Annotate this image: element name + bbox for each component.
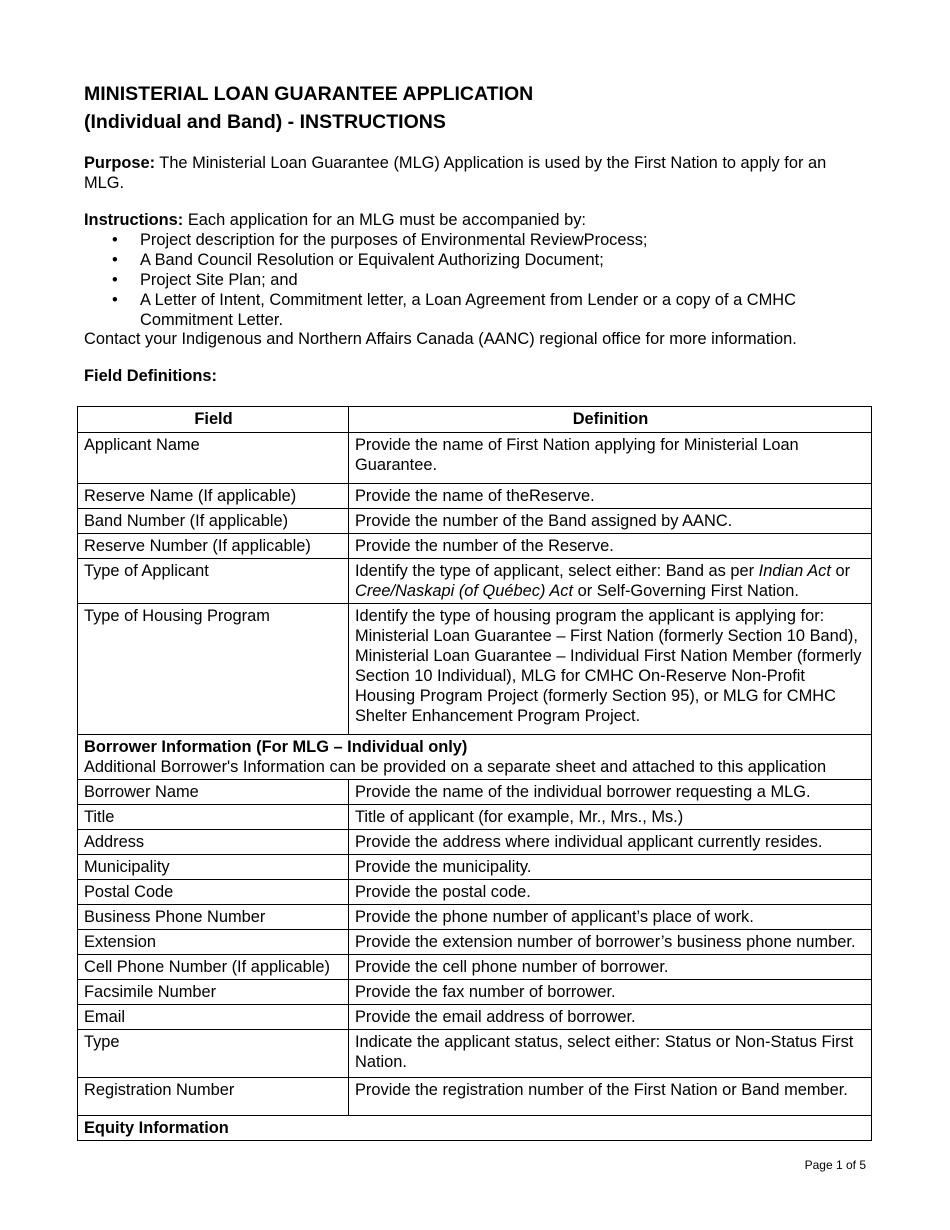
- definition-cell: Provide the municipality.: [349, 855, 872, 880]
- bullet-icon: •: [112, 271, 118, 289]
- instructions-intro: [84, 210, 864, 230]
- section-cell: [78, 735, 872, 780]
- table-row: [78, 484, 872, 509]
- table-row: [78, 855, 872, 880]
- bullet-icon: •: [112, 231, 118, 249]
- field-definitions-table: [77, 406, 872, 1141]
- field-cell: Reserve Number (If applicable): [78, 534, 349, 559]
- definition-cell: Title of applicant (for example, Mr., Mrs., Ms.): [349, 805, 872, 830]
- table-row: [78, 509, 872, 534]
- list-item-text: A Letter of Intent, Commitment letter, a Loan Agreement from Lender or a copy of a CMHC Commitment Letter.: [140, 291, 796, 329]
- definition-cell: Provide the email address of borrower.: [349, 1005, 872, 1030]
- list-item-text: A Band Council Resolution or Equivalent Authorizing Document;: [140, 251, 604, 269]
- document-title-line-1: MINISTERIAL LOAN GUARANTEE APPLICATION: [84, 83, 534, 105]
- list-item-text: Project description for the purposes of Environmental ReviewProcess;: [140, 231, 648, 249]
- field-cell: Address: [78, 830, 349, 855]
- table-row: [78, 1078, 872, 1116]
- field-cell: Type: [78, 1030, 349, 1078]
- field-cell: Business Phone Number: [78, 905, 349, 930]
- definition-cell: Provide the address where individual applicant currently resides.: [349, 830, 872, 855]
- instructions-text: Each application for an MLG must be accompanied by:: [183, 211, 586, 229]
- field-cell: Extension: [78, 930, 349, 955]
- field-cell: Reserve Name (If applicable): [78, 484, 349, 509]
- definition-cell: Provide the fax number of borrower.: [349, 980, 872, 1005]
- contact-paragraph: Contact your Indigenous and Northern Affairs Canada (AANC) regional office for more information.: [84, 330, 797, 348]
- field-cell: Postal Code: [78, 880, 349, 905]
- purpose-text: The Ministerial Loan Guarantee (MLG) Application is used by the First Nation to apply for an MLG.: [84, 154, 827, 192]
- field-cell: Type of Applicant: [78, 559, 349, 604]
- table-row: [78, 559, 872, 604]
- table-row: [78, 955, 872, 980]
- document-title-line-2: (Individual and Band) - INSTRUCTIONS: [84, 111, 446, 133]
- list-item: [84, 290, 864, 330]
- field-cell: Cell Phone Number (If applicable): [78, 955, 349, 980]
- definition-cell: Indicate the applicant status, select either: Status or Non-Status First Nation.: [349, 1030, 872, 1078]
- definition-cell: Identify the type of housing program the applicant is applying for: Ministerial Loan Guarantee – First Nation (formerly Section 10 Band), Ministerial Loan Guarantee – Individual First Nation Member (formerly Section 10 Individual), MLG for CMHC On-Reserve Non-Profit Housing Program Project (formerly Section 95), or MLG for CMHC Shelter Enhancement Program Project.: [349, 604, 872, 735]
- purpose-paragraph: [84, 153, 864, 193]
- table-row: [78, 980, 872, 1005]
- definition-cell: Provide the name of theReserve.: [349, 484, 872, 509]
- definition-cell: Provide the registration number of the First Nation or Band member.: [349, 1078, 872, 1116]
- definition-cell: Provide the extension number of borrower’s business phone number.: [349, 930, 872, 955]
- field-cell: Email: [78, 1005, 349, 1030]
- definition-cell: Provide the number of the Reserve.: [349, 534, 872, 559]
- field-cell: Applicant Name: [78, 433, 349, 484]
- definition-cell: Provide the cell phone number of borrower.: [349, 955, 872, 980]
- table-row: [78, 534, 872, 559]
- bullet-icon: •: [112, 251, 118, 269]
- definition-cell: Provide the name of the individual borrower requesting a MLG.: [349, 780, 872, 805]
- page-number: Page 1 of 5: [804, 1158, 866, 1172]
- table-row: [78, 433, 872, 484]
- column-header-field: Field: [78, 407, 349, 433]
- field-cell: Municipality: [78, 855, 349, 880]
- act-name-italic: Indian Act: [758, 562, 831, 580]
- table-row: [78, 830, 872, 855]
- definition-cell: [349, 559, 872, 604]
- bullet-icon: •: [112, 291, 118, 309]
- definition-text: or Self-Governing First Nation.: [573, 582, 799, 600]
- definition-text: Identify the type of applicant, select either: Band as per: [355, 562, 759, 580]
- table-row: [78, 780, 872, 805]
- list-item: [84, 270, 864, 290]
- act-name-italic: Cree/Naskapi (of Québec) Act: [355, 582, 574, 600]
- instructions-list: [84, 230, 864, 330]
- field-cell: Type of Housing Program: [78, 604, 349, 735]
- definition-text: or: [830, 562, 851, 580]
- table-row: [78, 905, 872, 930]
- section-row-equity: [78, 1116, 872, 1141]
- table-header-row: [78, 407, 872, 433]
- definition-cell: Provide the phone number of applicant’s place of work.: [349, 905, 872, 930]
- purpose-label: Purpose:: [84, 154, 156, 172]
- field-cell: Title: [78, 805, 349, 830]
- field-cell: Registration Number: [78, 1078, 349, 1116]
- section-row-borrower: [78, 735, 872, 780]
- field-cell: Borrower Name: [78, 780, 349, 805]
- section-heading: Equity Information: [84, 1119, 229, 1137]
- field-cell: Band Number (If applicable): [78, 509, 349, 534]
- list-item-text: Project Site Plan; and: [140, 271, 298, 289]
- table-row: [78, 930, 872, 955]
- section-heading: Borrower Information (For MLG – Individual only): [84, 738, 468, 756]
- table-row: [78, 1005, 872, 1030]
- table-row: [78, 1030, 872, 1078]
- column-header-definition: Definition: [349, 407, 872, 433]
- section-note: Additional Borrower's Information can be provided on a separate sheet and attached to this application: [84, 758, 827, 776]
- field-definitions-heading: Field Definitions:: [84, 367, 217, 385]
- table-row: [78, 805, 872, 830]
- table-row: [78, 604, 872, 735]
- list-item: [84, 250, 864, 270]
- table-row: [78, 880, 872, 905]
- section-cell: [78, 1116, 872, 1141]
- definition-cell: Provide the postal code.: [349, 880, 872, 905]
- definition-cell: Provide the name of First Nation applying for Ministerial Loan Guarantee.: [349, 433, 872, 484]
- definition-cell: Provide the number of the Band assigned by AANC.: [349, 509, 872, 534]
- list-item: [84, 230, 864, 250]
- instructions-label: Instructions:: [84, 211, 184, 229]
- field-cell: Facsimile Number: [78, 980, 349, 1005]
